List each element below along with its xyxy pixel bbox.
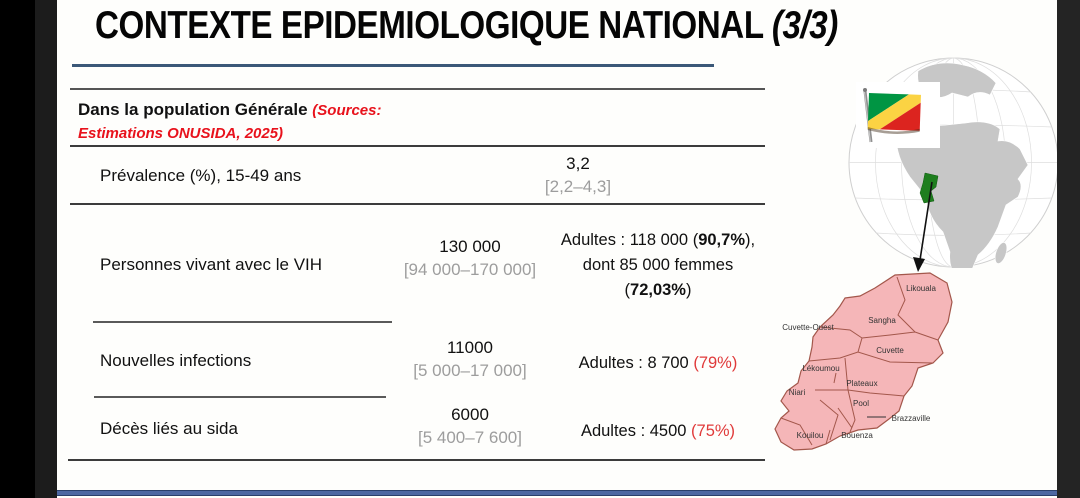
- pointer-arrow: [900, 170, 940, 278]
- page-title: [95, 4, 838, 48]
- row-value-deaths: [370, 403, 570, 449]
- row-detail-deaths: [542, 419, 774, 444]
- detail-bold-percent: 72,03%: [630, 281, 686, 299]
- value-prevalence: 3,2: [566, 154, 590, 173]
- table-row-border-prevalence: [70, 203, 765, 205]
- map-label-kouilou: Kouilou: [796, 431, 824, 440]
- range-pvvih: [94 000–170 000]: [403, 260, 537, 279]
- table-partial-border-pvvih: [93, 321, 392, 323]
- bottom-accent-bar: [57, 490, 1057, 496]
- row-label-infections: Nouvelles infections: [100, 351, 252, 370]
- row-value-infections: [370, 336, 570, 382]
- left-dark-bar: [35, 0, 57, 498]
- map-label-niari: Niari: [788, 388, 806, 397]
- detail-segment: ): [685, 281, 692, 299]
- table-bottom-border: [68, 459, 765, 461]
- congo-map-outline: [775, 273, 952, 450]
- detail-red-percent: (79%): [693, 354, 738, 372]
- map-label-plateaux: Plateaux: [846, 379, 878, 388]
- table-header-source-line2: Estimations ONUSIDA, 2025): [78, 125, 284, 142]
- table-header-border: [70, 145, 765, 147]
- right-dark-bar: [1057, 0, 1080, 498]
- map-label-likouala: Likouala: [906, 284, 936, 293]
- table-top-border: [70, 88, 765, 90]
- value-infections: 11000: [446, 338, 493, 357]
- detail-segment: (: [624, 281, 631, 299]
- left-black-bar: [0, 0, 35, 498]
- page-number: (3/3): [771, 4, 838, 47]
- row-label-pvvih: Personnes vivant avec le VIH: [100, 255, 323, 274]
- congo-flag-icon: [852, 80, 944, 152]
- range-infections: [5 000–17 000]: [413, 361, 527, 380]
- row-value-prevalence: [478, 152, 678, 198]
- title-underline: [72, 64, 714, 67]
- value-deaths: 6000: [451, 405, 489, 424]
- detail-bold-percent: 90,7%: [698, 231, 745, 249]
- table-partial-border-infections: [94, 396, 386, 398]
- map-label-lekoumou: Lékoumou: [802, 364, 840, 373]
- page-title-text: CONTEXTE EPIDEMIOLOGIQUE NATIONAL: [95, 4, 772, 47]
- map-label-bouenza: Bouenza: [841, 431, 873, 440]
- detail-segment: ),: [745, 231, 756, 249]
- detail-red-percent: (75%): [691, 422, 736, 440]
- row-detail-pvvih: [542, 228, 774, 303]
- map-label-brazzaville: Brazzaville: [891, 414, 931, 423]
- range-prevalence: [2,2–4,3]: [544, 177, 612, 196]
- map-label-cuvette-ouest: Cuvette-Ouest: [782, 323, 834, 332]
- range-deaths: [5 400–7 600]: [418, 428, 522, 447]
- map-label-cuvette: Cuvette: [876, 346, 904, 355]
- row-label-prevalence: Prévalence (%), 15-49 ans: [100, 166, 302, 185]
- table-header-source-line1: (Sources:: [312, 102, 382, 119]
- value-pvvih: 130 000: [439, 237, 501, 256]
- detail-segment: Adultes : 118 000 (: [560, 231, 699, 249]
- table-header: [78, 99, 430, 145]
- detail-segment: Adultes : 4500: [580, 422, 692, 440]
- detail-segment: Adultes : 8 700: [578, 354, 694, 372]
- detail-segment: dont 85 000 femmes: [582, 256, 734, 274]
- map-label-pool: Pool: [852, 399, 870, 408]
- row-label-deaths: Décès liés au sida: [100, 419, 238, 438]
- table-header-label: Dans la population Générale: [78, 100, 313, 119]
- row-value-pvvih: [370, 235, 570, 281]
- row-detail-infections: [542, 351, 774, 376]
- map-label-sangha: Sangha: [868, 316, 896, 325]
